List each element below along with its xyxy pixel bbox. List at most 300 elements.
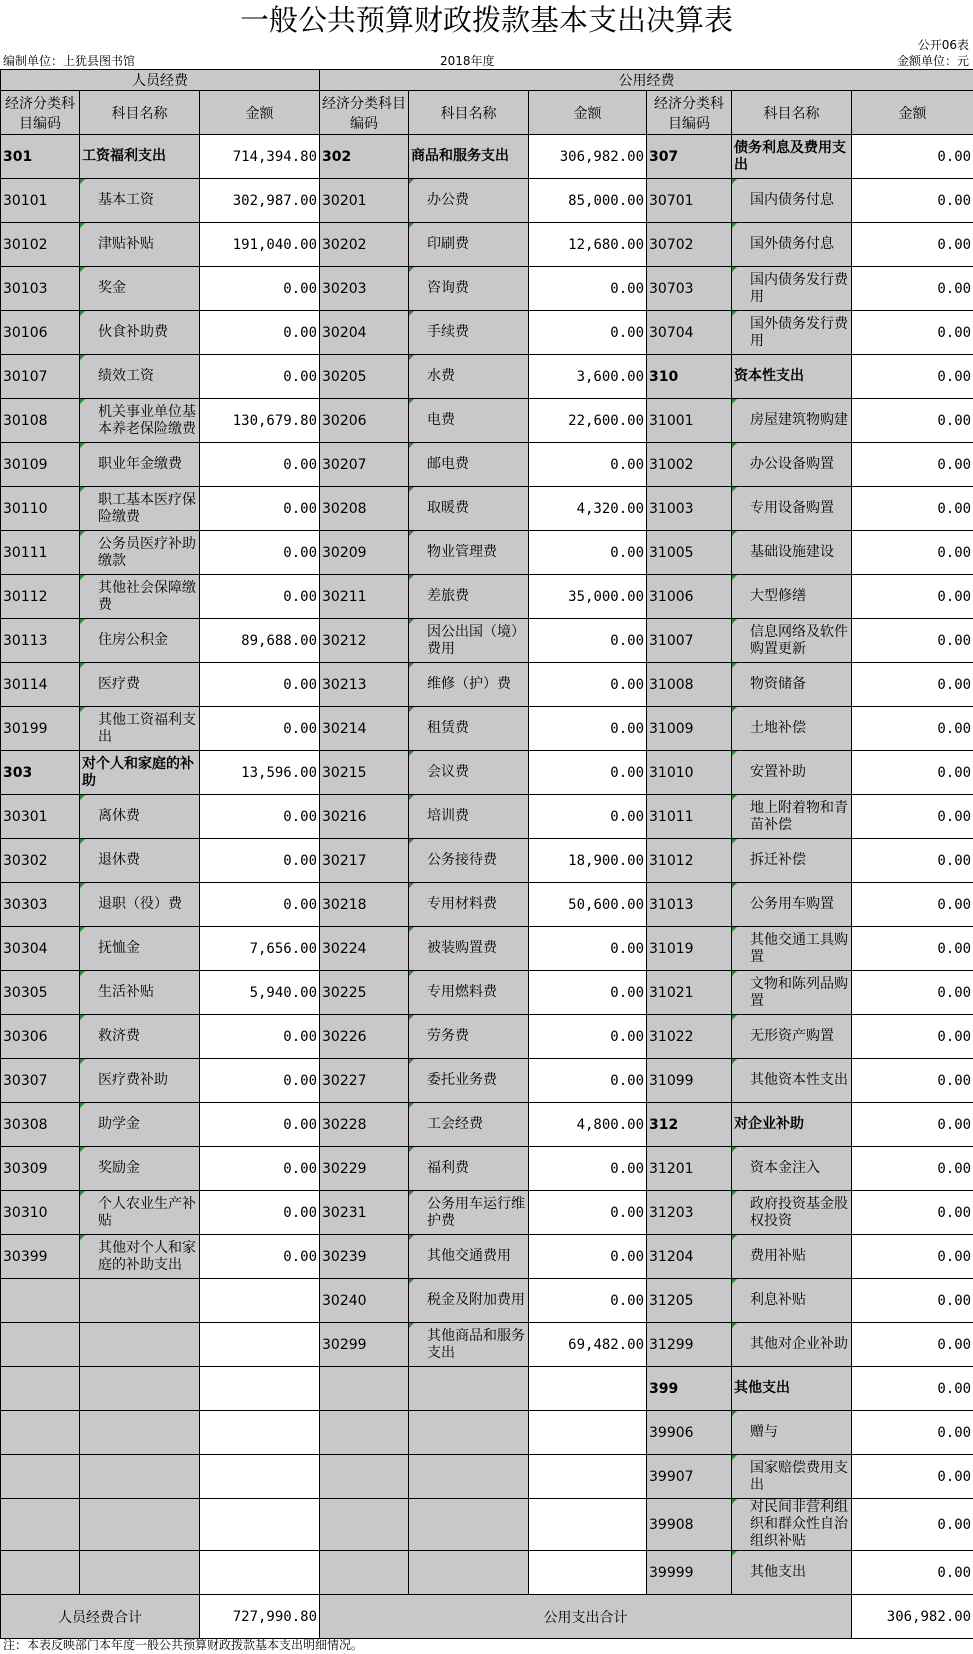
amount-cell: 0.00 xyxy=(200,707,320,751)
cell-marker-icon xyxy=(732,1059,737,1064)
economic-code-cell: 30203 xyxy=(320,267,409,311)
item-name: 资本性支出 xyxy=(734,368,805,384)
economic-code-cell: 30206 xyxy=(320,399,409,443)
item-name-cell xyxy=(80,1059,200,1103)
table-row xyxy=(1,487,973,531)
cell-marker-icon xyxy=(732,927,737,932)
amount-cell: 0.00 xyxy=(852,663,973,707)
item-name: 被装购置费 xyxy=(427,940,498,956)
item-name-cell xyxy=(409,135,529,179)
table-row xyxy=(1,1279,973,1323)
amount-cell: 0.00 xyxy=(200,531,320,575)
item-name: 机关事业单位基本养老保险缴费 xyxy=(98,403,196,437)
cell-marker-icon xyxy=(732,1551,737,1556)
item-name: 租赁费 xyxy=(427,720,470,736)
cell-marker-icon xyxy=(409,795,414,800)
table-row xyxy=(1,1323,973,1367)
item-name: 信息网络及软件购置更新 xyxy=(750,623,849,657)
empty-cell xyxy=(80,1551,200,1595)
item-name-cell xyxy=(732,223,852,267)
amount-cell: 0.00 xyxy=(852,179,973,223)
public-total-amount: 306,982.00 xyxy=(852,1595,973,1639)
item-name: 国内债务付息 xyxy=(750,192,835,208)
amount-cell: 191,040.00 xyxy=(200,223,320,267)
amount-cell: 0.00 xyxy=(200,487,320,531)
amount-cell: 0.00 xyxy=(200,311,320,355)
item-name-cell xyxy=(732,531,852,575)
item-name: 助学金 xyxy=(98,1116,140,1132)
economic-code-cell: 30302 xyxy=(1,839,80,883)
totals-row xyxy=(1,1595,973,1639)
cell-marker-icon xyxy=(732,971,737,976)
item-name: 基础设施建设 xyxy=(750,544,835,560)
empty-cell xyxy=(529,1411,647,1455)
economic-code-cell: 30101 xyxy=(1,179,80,223)
empty-cell xyxy=(1,1551,80,1595)
cell-marker-icon xyxy=(409,707,414,712)
item-name: 抚恤金 xyxy=(98,940,140,956)
economic-code-cell: 30217 xyxy=(320,839,409,883)
item-name-cell xyxy=(732,795,852,839)
personnel-total-label: 人员经费合计 xyxy=(1,1595,200,1639)
empty-cell xyxy=(1,1499,80,1551)
amount-cell: 0.00 xyxy=(200,575,320,619)
item-name-cell xyxy=(409,311,529,355)
item-name: 专用燃料费 xyxy=(427,984,498,1000)
amount-cell: 89,688.00 xyxy=(200,619,320,663)
item-name: 专用设备购置 xyxy=(750,500,835,516)
table-row xyxy=(1,619,973,663)
amount-cell: 0.00 xyxy=(200,1235,320,1279)
column-header-name: 科目名称 xyxy=(80,91,200,135)
economic-code-cell: 30240 xyxy=(320,1279,409,1323)
item-name-cell xyxy=(80,839,200,883)
public-group-header: 公用经费 xyxy=(320,70,973,91)
amount-cell: 0.00 xyxy=(852,1411,973,1455)
amount-cell: 0.00 xyxy=(852,971,973,1015)
empty-cell xyxy=(200,1279,320,1323)
cell-marker-icon xyxy=(732,1147,737,1152)
item-name-cell xyxy=(409,267,529,311)
item-name: 其他交通工具购置 xyxy=(750,931,849,965)
group-header-row xyxy=(1,70,973,91)
item-name-cell xyxy=(80,399,200,443)
economic-code-cell: 30225 xyxy=(320,971,409,1015)
amount-cell: 0.00 xyxy=(529,1191,647,1235)
empty-cell xyxy=(409,1455,529,1499)
column-header-name: 科目名称 xyxy=(409,91,529,135)
item-name-cell xyxy=(732,1323,852,1367)
amount-cell: 18,900.00 xyxy=(529,839,647,883)
cell-marker-icon xyxy=(409,619,414,624)
item-name-cell xyxy=(732,1411,852,1455)
empty-cell xyxy=(529,1367,647,1411)
economic-code-cell: 30231 xyxy=(320,1191,409,1235)
table-row xyxy=(1,927,973,971)
cell-marker-icon xyxy=(80,399,85,404)
cell-marker-icon xyxy=(409,311,414,316)
cell-marker-icon xyxy=(732,839,737,844)
amount-cell: 0.00 xyxy=(200,663,320,707)
amount-cell: 0.00 xyxy=(852,1015,973,1059)
table-row xyxy=(1,1411,973,1455)
cell-marker-icon xyxy=(409,971,414,976)
item-name: 取暖费 xyxy=(427,500,470,516)
amount-cell: 0.00 xyxy=(852,795,973,839)
amount-cell: 0.00 xyxy=(852,1059,973,1103)
cell-marker-icon xyxy=(409,399,414,404)
cell-marker-icon xyxy=(80,971,85,976)
item-name-cell xyxy=(732,311,852,355)
item-name: 个人农业生产补贴 xyxy=(98,1195,196,1229)
item-name: 其他对个人和家庭的补助支出 xyxy=(98,1239,196,1273)
item-name-cell xyxy=(409,883,529,927)
item-name-cell xyxy=(409,443,529,487)
table-row xyxy=(1,267,973,311)
item-name: 拆迁补偿 xyxy=(750,852,807,868)
empty-cell xyxy=(409,1499,529,1551)
cell-marker-icon xyxy=(80,1191,85,1196)
economic-code-cell: 31007 xyxy=(647,619,732,663)
amount-cell: 0.00 xyxy=(852,135,973,179)
item-name: 奖励金 xyxy=(98,1160,140,1176)
personnel-total-amount: 727,990.80 xyxy=(200,1595,320,1639)
amount-cell: 7,656.00 xyxy=(200,927,320,971)
empty-cell xyxy=(529,1551,647,1595)
economic-code-cell: 30102 xyxy=(1,223,80,267)
item-name: 职工基本医疗保险缴费 xyxy=(98,491,196,525)
item-name-cell xyxy=(409,531,529,575)
economic-code-cell: 31011 xyxy=(647,795,732,839)
amount-cell: 0.00 xyxy=(852,399,973,443)
item-name-cell xyxy=(732,135,852,179)
item-name-cell xyxy=(409,223,529,267)
economic-code-cell: 30299 xyxy=(320,1323,409,1367)
economic-code-cell: 30205 xyxy=(320,355,409,399)
cell-marker-icon xyxy=(409,663,414,668)
table-row xyxy=(1,1499,973,1551)
economic-code-cell: 31201 xyxy=(647,1147,732,1191)
item-name: 对个人和家庭的补助 xyxy=(82,755,194,789)
item-name-cell xyxy=(732,267,852,311)
item-name: 公务用车购置 xyxy=(750,896,835,912)
economic-code-cell: 30226 xyxy=(320,1015,409,1059)
cell-marker-icon xyxy=(80,487,85,492)
item-name-cell xyxy=(732,1015,852,1059)
empty-cell xyxy=(80,1411,200,1455)
item-name: 邮电费 xyxy=(427,456,470,472)
table-row xyxy=(1,795,973,839)
item-name-cell xyxy=(80,575,200,619)
cell-marker-icon xyxy=(80,1235,85,1240)
item-name: 劳务费 xyxy=(427,1028,470,1044)
amount-cell: 22,600.00 xyxy=(529,399,647,443)
cell-marker-icon xyxy=(80,355,85,360)
expenditure-table xyxy=(0,69,973,1639)
item-name-cell xyxy=(732,179,852,223)
economic-code-cell: 31005 xyxy=(647,531,732,575)
item-name-cell xyxy=(409,1103,529,1147)
table-row xyxy=(1,135,973,179)
amount-cell: 0.00 xyxy=(852,1147,973,1191)
amount-cell: 69,482.00 xyxy=(529,1323,647,1367)
economic-code-cell: 310 xyxy=(647,355,732,399)
cell-marker-icon xyxy=(732,179,737,184)
item-name-cell xyxy=(732,839,852,883)
item-name: 债务利息及费用支出 xyxy=(734,139,847,173)
cell-marker-icon xyxy=(409,1279,414,1284)
table-body xyxy=(1,135,973,1595)
item-name: 医疗费补助 xyxy=(98,1072,168,1088)
item-name: 税金及附加费用 xyxy=(427,1292,526,1308)
item-name: 商品和服务支出 xyxy=(411,148,510,164)
economic-code-cell: 31019 xyxy=(647,927,732,971)
personnel-group-header: 人员经费 xyxy=(1,70,320,91)
cell-marker-icon xyxy=(409,927,414,932)
item-name: 离休费 xyxy=(98,808,140,824)
cell-marker-icon xyxy=(80,619,85,624)
column-header-code: 经济分类科目编码 xyxy=(1,91,80,135)
empty-cell xyxy=(320,1499,409,1551)
empty-cell xyxy=(200,1411,320,1455)
amount-cell: 0.00 xyxy=(200,1015,320,1059)
item-name-cell xyxy=(80,707,200,751)
item-name: 政府投资基金股权投资 xyxy=(750,1195,849,1229)
item-name: 公务员医疗补助缴款 xyxy=(98,535,196,569)
economic-code-cell: 30307 xyxy=(1,1059,80,1103)
item-name-cell xyxy=(409,355,529,399)
table-row xyxy=(1,971,973,1015)
table-row xyxy=(1,883,973,927)
amount-cell: 12,680.00 xyxy=(529,223,647,267)
cell-marker-icon xyxy=(732,1235,737,1240)
item-name-cell xyxy=(732,751,852,795)
item-name: 退休费 xyxy=(98,852,140,868)
item-name: 房屋建筑物购建 xyxy=(750,412,849,428)
item-name: 电费 xyxy=(427,412,456,428)
amount-cell: 0.00 xyxy=(852,1279,973,1323)
item-name: 差旅费 xyxy=(427,588,470,604)
item-name: 会议费 xyxy=(427,764,470,780)
item-name: 其他工资福利支出 xyxy=(98,711,196,745)
item-name-cell xyxy=(80,751,200,795)
item-name: 培训费 xyxy=(427,808,470,824)
amount-cell: 0.00 xyxy=(200,795,320,839)
economic-code-cell: 399 xyxy=(647,1367,732,1411)
column-header-code: 经济分类科目编码 xyxy=(320,91,409,135)
cell-marker-icon xyxy=(409,355,414,360)
item-name-cell xyxy=(732,487,852,531)
empty-cell xyxy=(200,1551,320,1595)
cell-marker-icon xyxy=(732,399,737,404)
footnote: 注：本表反映部门本年度一般公共预算财政拨款基本支出明细情况。 xyxy=(3,1638,364,1652)
amount-cell: 0.00 xyxy=(529,795,647,839)
economic-code-cell: 30108 xyxy=(1,399,80,443)
empty-cell xyxy=(200,1455,320,1499)
empty-cell xyxy=(529,1455,647,1499)
item-name-cell xyxy=(80,355,200,399)
amount-cell: 0.00 xyxy=(200,1147,320,1191)
cell-marker-icon xyxy=(80,223,85,228)
item-name: 对企业补助 xyxy=(734,1116,805,1132)
column-header-amount: 金额 xyxy=(852,91,973,135)
item-name-cell xyxy=(732,1279,852,1323)
item-name: 公务接待费 xyxy=(427,852,498,868)
item-name: 专用材料费 xyxy=(427,896,498,912)
cell-marker-icon xyxy=(732,1499,737,1504)
economic-code-cell: 30228 xyxy=(320,1103,409,1147)
economic-code-cell: 30216 xyxy=(320,795,409,839)
item-name-cell xyxy=(409,1235,529,1279)
economic-code-cell: 30199 xyxy=(1,707,80,751)
cell-marker-icon xyxy=(409,883,414,888)
amount-cell: 306,982.00 xyxy=(529,135,647,179)
item-name-cell xyxy=(409,927,529,971)
item-name-cell xyxy=(80,443,200,487)
item-name: 津贴补贴 xyxy=(98,236,154,252)
economic-code-cell: 39907 xyxy=(647,1455,732,1499)
cell-marker-icon xyxy=(409,487,414,492)
cell-marker-icon xyxy=(80,575,85,580)
cell-marker-icon xyxy=(732,751,737,756)
item-name: 其他商品和服务支出 xyxy=(427,1327,526,1361)
amount-cell: 0.00 xyxy=(529,1147,647,1191)
economic-code-cell: 30702 xyxy=(647,223,732,267)
cell-marker-icon xyxy=(732,1323,737,1328)
economic-code-cell: 30107 xyxy=(1,355,80,399)
cell-marker-icon xyxy=(409,575,414,580)
cell-marker-icon xyxy=(409,223,414,228)
table-row xyxy=(1,1059,973,1103)
economic-code-cell: 39908 xyxy=(647,1499,732,1551)
economic-code-cell: 30106 xyxy=(1,311,80,355)
empty-cell xyxy=(1,1279,80,1323)
cell-marker-icon xyxy=(732,531,737,536)
economic-code-cell: 30209 xyxy=(320,531,409,575)
economic-code-cell: 31203 xyxy=(647,1191,732,1235)
economic-code-cell: 30303 xyxy=(1,883,80,927)
empty-cell xyxy=(409,1367,529,1411)
amount-cell: 0.00 xyxy=(852,355,973,399)
cell-marker-icon xyxy=(732,575,737,580)
item-name-cell xyxy=(409,707,529,751)
table-row xyxy=(1,1455,973,1499)
economic-code-cell: 30224 xyxy=(320,927,409,971)
item-name: 委托业务费 xyxy=(427,1072,498,1088)
table-row xyxy=(1,531,973,575)
item-name: 生活补贴 xyxy=(98,984,154,1000)
amount-cell: 0.00 xyxy=(529,707,647,751)
economic-code-cell: 30703 xyxy=(647,267,732,311)
item-name: 国外债务发行费用 xyxy=(750,315,849,349)
cell-marker-icon xyxy=(732,1191,737,1196)
economic-code-cell: 30310 xyxy=(1,1191,80,1235)
item-name-cell xyxy=(80,223,200,267)
item-name: 土地补偿 xyxy=(750,720,807,736)
item-name: 维修（护）费 xyxy=(427,676,512,692)
amount-cell: 13,596.00 xyxy=(200,751,320,795)
cell-marker-icon xyxy=(80,443,85,448)
item-name: 物业管理费 xyxy=(427,544,498,560)
amount-cell: 5,940.00 xyxy=(200,971,320,1015)
cell-marker-icon xyxy=(409,1191,414,1196)
economic-code-cell: 31001 xyxy=(647,399,732,443)
item-name: 安置补助 xyxy=(750,764,807,780)
cell-marker-icon xyxy=(732,795,737,800)
cell-marker-icon xyxy=(732,663,737,668)
column-header-name: 科目名称 xyxy=(732,91,852,135)
amount-cell: 50,600.00 xyxy=(529,883,647,927)
amount-cell: 0.00 xyxy=(529,1235,647,1279)
item-name: 地上附着物和青苗补偿 xyxy=(750,799,849,833)
amount-cell: 0.00 xyxy=(852,1191,973,1235)
economic-code-cell: 31022 xyxy=(647,1015,732,1059)
table-row xyxy=(1,311,973,355)
item-name-cell xyxy=(732,707,852,751)
cell-marker-icon xyxy=(409,531,414,536)
table-row xyxy=(1,575,973,619)
item-name-cell xyxy=(80,795,200,839)
column-header-row xyxy=(1,91,973,135)
economic-code-cell: 30207 xyxy=(320,443,409,487)
cell-marker-icon xyxy=(409,1235,414,1240)
amount-cell: 0.00 xyxy=(529,1279,647,1323)
economic-code-cell: 303 xyxy=(1,751,80,795)
table-row xyxy=(1,1367,973,1411)
item-name-cell xyxy=(80,663,200,707)
economic-code-cell: 30704 xyxy=(647,311,732,355)
public-total-label: 公用支出合计 xyxy=(320,1595,852,1639)
item-name-cell xyxy=(80,135,200,179)
item-name: 其他资本性支出 xyxy=(750,1072,849,1088)
amount-cell: 0.00 xyxy=(529,531,647,575)
item-name: 其他社会保障缴费 xyxy=(98,579,196,613)
amount-cell: 302,987.00 xyxy=(200,179,320,223)
amount-cell: 0.00 xyxy=(200,267,320,311)
economic-code-cell: 39999 xyxy=(647,1551,732,1595)
amount-cell: 0.00 xyxy=(529,443,647,487)
empty-cell xyxy=(200,1499,320,1551)
empty-cell xyxy=(320,1455,409,1499)
table-row xyxy=(1,355,973,399)
item-name: 手续费 xyxy=(427,324,470,340)
item-name-cell xyxy=(732,1455,852,1499)
amount-cell: 0.00 xyxy=(200,1059,320,1103)
item-name: 因公出国（境）费用 xyxy=(427,623,526,657)
item-name-cell xyxy=(80,1147,200,1191)
amount-cell: 0.00 xyxy=(529,1059,647,1103)
amount-cell: 0.00 xyxy=(852,531,973,575)
item-name-cell xyxy=(732,663,852,707)
empty-cell xyxy=(409,1551,529,1595)
cell-marker-icon xyxy=(732,311,737,316)
cell-marker-icon xyxy=(732,443,737,448)
economic-code-cell: 30111 xyxy=(1,531,80,575)
cell-marker-icon xyxy=(409,1059,414,1064)
empty-cell xyxy=(1,1411,80,1455)
amount-cell: 0.00 xyxy=(529,619,647,663)
item-name: 职业年金缴费 xyxy=(98,456,182,472)
cell-marker-icon xyxy=(80,531,85,536)
item-name-cell xyxy=(732,1367,852,1411)
item-name-cell xyxy=(732,1551,852,1595)
item-name: 其他支出 xyxy=(750,1564,807,1580)
economic-code-cell: 30229 xyxy=(320,1147,409,1191)
item-name-cell xyxy=(732,399,852,443)
item-name-cell xyxy=(80,1103,200,1147)
item-name-cell xyxy=(409,487,529,531)
table-row xyxy=(1,751,973,795)
